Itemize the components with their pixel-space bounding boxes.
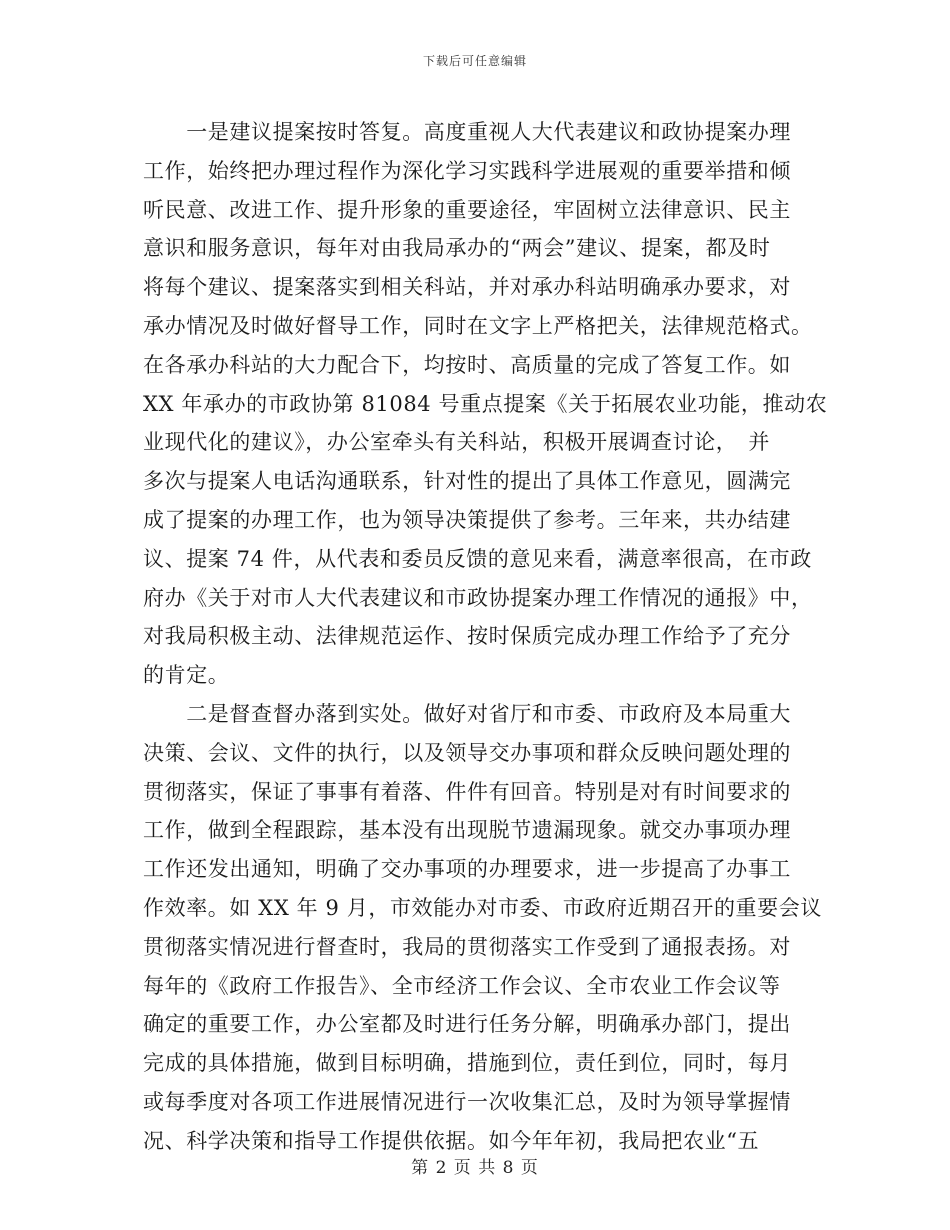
body-line: 多次与提案人电话沟通联系，针对性的提出了具体工作意见，圆满完	[143, 469, 791, 494]
body-line: 工作，做到全程跟踪，基本没有出现脱节遗漏现象。就交办事项办理	[143, 818, 791, 843]
document-body	[143, 113, 828, 1161]
body-line: 将每个建议、提案落实到相关科站，并对承办科站明确承办要求，对	[143, 275, 791, 300]
body-line: 二是督查督办落到实处。做好对省厅和市委、市政府及本局重大	[143, 701, 791, 726]
body-line: 每年的《政府工作报告》、全市经济工作会议、全市农业工作会议等	[143, 973, 781, 998]
body-line: 工作还发出通知，明确了交办事项的办理要求，进一步提高了办事工	[143, 857, 791, 882]
body-line: 完成的具体措施，做到目标明确，措施到位，责任到位，同时，每月	[143, 1051, 791, 1076]
page-footer: 第 2 页 共 8 页	[411, 1158, 539, 1178]
body-line: 贯彻落实情况进行督查时，我局的贯彻落实工作受到了通报表扬。对	[143, 934, 791, 959]
body-line: 的肯定。	[143, 663, 230, 688]
page-header: 下载后可任意编辑	[422, 54, 527, 68]
body-line: 对我局积极主动、法律规范运作、按时保质完成办理工作给予了充分	[143, 624, 791, 649]
body-line: 成了提案的办理工作，也为领导决策提供了参考。三年来，共办结建	[143, 507, 791, 532]
body-line: 或每季度对各项工作进展情况进行一次收集汇总，及时为领导掌握情	[143, 1089, 791, 1114]
body-line: 听民意、改进工作、提升形象的重要途径，牢固树立法律意识、民主	[143, 197, 791, 222]
body-line: 一是建议提案按时答复。高度重视人大代表建议和政协提案办理	[143, 120, 791, 144]
body-line: 工作，始终把办理过程作为深化学习实践科学进展观的重要举措和倾	[143, 158, 791, 183]
body-line: 业现代化的建议》，办公室牵头有关科站，积极开展调查讨论， 并	[143, 430, 770, 455]
body-line: 府办《关于对市人大代表建议和市政协提案办理工作情况的通报》中，	[143, 585, 813, 610]
body-line: 决策、会议、文件的执行，以及领导交办事项和群众反映问题处理的	[143, 740, 791, 765]
body-line: 承办情况及时做好督导工作，同时在文字上严格把关，法律规范格式。	[143, 313, 813, 338]
body-line: 确定的重要工作，办公室都及时进行任务分解，明确承办部门，提出	[143, 1012, 791, 1037]
body-line: XX 年承办的市政协第 81084 号重点提案《关于拓展农业功能，推动农	[143, 391, 828, 416]
body-line: 况、科学决策和指导工作提供依据。如今年年初，我局把农业“五	[143, 1128, 760, 1153]
body-line: 意识和服务意识，每年对由我局承办的“两会”建议、提案，都及时	[143, 236, 771, 261]
body-line: 议、提案 74 件，从代表和委员反馈的意见来看，满意率很高，在市政	[143, 546, 812, 571]
body-line: 贯彻落实，保证了事事有着落、件件有回音。特别是对有时间要求的	[143, 779, 791, 804]
body-line: 作效率。如 XX 年 9 月，市效能办对市委、市政府近期召开的重要会议	[143, 895, 822, 920]
body-line: 在各承办科站的大力配合下，均按时、高质量的完成了答复工作。如	[143, 352, 791, 377]
